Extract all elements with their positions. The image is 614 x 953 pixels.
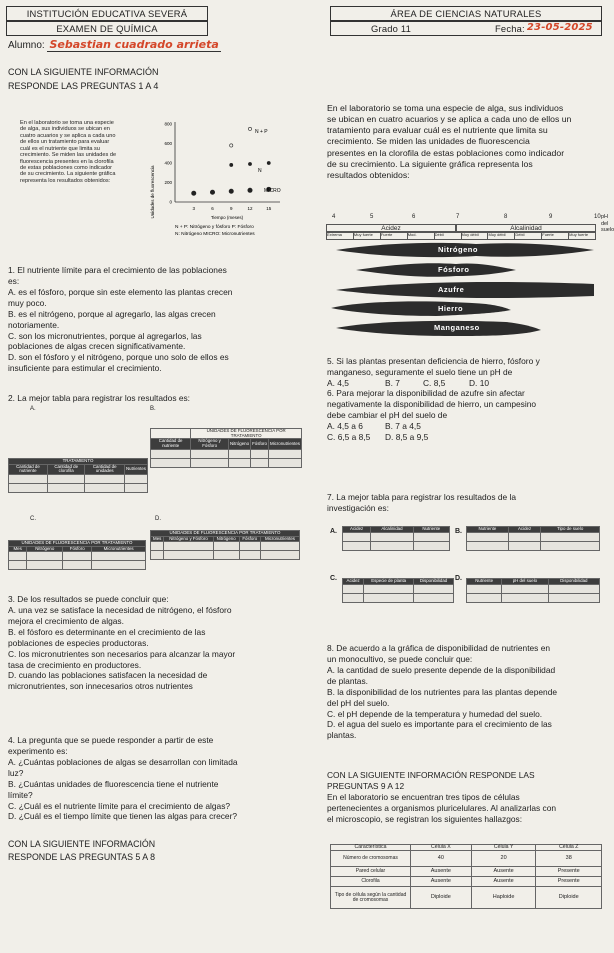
q7-table-d: Nutriente pH del suelo Disponibilidad [466, 578, 600, 603]
q2-table-a: TRATAMIENTO Cantidad de nutriente Cantidad de clorofila Cantidad de unidades Nutrientes [8, 458, 148, 493]
series-label-np: N + P [255, 129, 268, 135]
y-axis-label: Unidades de fluorescencia [150, 165, 155, 219]
question-3: 3. De los resultados se puede concluir que: A. una vez se satisface la necesidad de nitrógeno, el fósforo mejora el crecimiento de algas. B. el fósforo es determinante en el crecimiento de las poblaciones de especies productoras. C. los micronutrientes son necesarios para alcanzar la mayor tasa de crecimiento en productores. D. cuando las poblaciones satisfacen la necesidad de micronutrientes, son innecesarios otros nutrientes [8, 594, 236, 692]
x-tick-label: 12 [247, 206, 253, 211]
section3-title: CON LA SIGUIENTE INFORMACIÓN RESPONDE LAS PREGUNTAS 5 A 8 [8, 839, 156, 863]
data-point-micro [210, 190, 214, 194]
y-tick-label: 400 [164, 160, 172, 166]
series-label-n: N [258, 168, 262, 174]
intro-right: En el laboratorio se toma una especie de alga, sus individuos se ubican en cuatro acuarios y se aplica a cada uno de ellos un tratamiento para evaluar cuál es el nutriente que limita su crecimiento. Se miden las unidades de fluorescencia presentes en la clorofila de estas poblaciones como indicador de su crecimiento. La siguiente gráfica representa los resultados obtenidos: [327, 103, 572, 180]
section2: CON LA SIGUIENTE INFORMACIÓN RESPONDE LAS PREGUNTAS 9 A 12 En el laboratorio se encuentran tres tipos de células pertenecientes a organismos pluricelulares. Al analizarlas con el microscopio, se registran los siguientes hallazgos: [327, 770, 557, 824]
label-iron: Hierro [438, 304, 464, 313]
area-box [330, 6, 602, 21]
q7-table-b: Nutriente Acidez Tipo de suelo [466, 526, 600, 551]
bar-sulfur [336, 282, 594, 298]
x-axis-label: Tiempo (meses) [210, 215, 244, 220]
q2-letter-d: D. [155, 516, 161, 522]
data-point-np [248, 127, 251, 130]
data-point-micro [192, 191, 196, 195]
date-label: Fecha: [495, 22, 525, 34]
x-tick-label: 6 [211, 206, 214, 211]
label-nitrogen: Nitrógeno [438, 245, 478, 254]
ph-ranges: Extrema Muy fuerte Fuerte Mod. Débil Muy débil Muy débil Débil Fuerte Muy fuerte [326, 232, 596, 240]
school-name: INSTITUCIÓN EDUCATIVA SEVERÁ [26, 7, 188, 19]
data-point-n [248, 162, 251, 165]
y-tick-label: 600 [164, 141, 172, 146]
ph-ticks: 4 5 6 7 8 9 10 pH del suelo [332, 214, 614, 234]
data-point-n [230, 163, 233, 166]
label-sulfur: Azufre [438, 285, 465, 294]
q7-letter-c: C. [330, 575, 337, 582]
y-tick-label: 0 [169, 199, 172, 205]
bar-phosphorus [356, 263, 516, 277]
grade: Grado 11 [371, 22, 411, 34]
acid-header: Acidez [326, 224, 456, 232]
question-5: 5. Si las plantas presentan deficiencia de hierro, fósforo y manganeso, seguramente el suelo tiene un pH de A. 4,5 B. 7 C. 8,5 D. 10 [327, 356, 540, 388]
student-row [8, 38, 221, 52]
q7-letter-b: B. [455, 528, 462, 535]
date-value: 23-05-2025 [526, 22, 593, 34]
data-point-p [230, 144, 233, 147]
series-label-micro: MICRO [264, 188, 281, 194]
q2-letter-b: B. [150, 406, 156, 412]
school-box [6, 6, 208, 21]
legend-line1: N + P: Nitrógeno y fósforo P: Fósforo [175, 225, 254, 230]
x-tick-label: 15 [266, 206, 272, 211]
label-phosphorus: Fósforo [438, 265, 470, 274]
q2-letter-c: C. [30, 516, 36, 522]
grade-date-box [330, 21, 602, 36]
y-tick-label: 800 [164, 121, 172, 127]
question-2: 2. La mejor tabla para registrar los resultados es: [8, 393, 191, 403]
legend-line2: N: Nitrógeno MICRO: Micronutrientes [175, 232, 255, 237]
exam-title: EXAMEN DE QUÍMICA [56, 22, 158, 34]
question-8: 8. De acuerdo a la gráfica de disponibilidad de nutrientes en un monocultivo, se puede concluir que: A. la cantidad de suelo presente depende de la disponibilidad de plantas. B. la disponibilidad de los nutrientes para las plantas depende del pH del suelo. C. el pH depende de la temperatura y humedad del suelo. D. el agua del suelo es importante para el crecimiento de las plantas. [327, 643, 558, 741]
q7-letter-d: D. [455, 575, 462, 582]
question-7: 7. La mejor tabla para registrar los resultados de la investigación es: [327, 492, 517, 513]
question-4: 4. La pregunta que se puede responder a partir de este experimento es: A. ¿Cuántas poblaciones de algas se desarrollan con limitada luz? B. ¿Cuántas unidades de fluorescencia tiene el nutriente límite? C. ¿Cuál es el nutriente límite para el crecimiento de algas? D. ¿Cuál es el tiempo límite que tienen las algas para crecer? [8, 735, 238, 822]
area-name: ÁREA DE CIENCIAS NATURALES [390, 7, 542, 19]
alk-header: Alcalinidad [456, 224, 596, 232]
q7-letter-a: A. [330, 528, 337, 535]
q2-table-d: UNIDADES DE FLUORESCENCIA POR TRATAMIENTO Mes Nitrógeno y Fósforo Nitrógeno Fósforo Micronutrientes [150, 530, 300, 560]
fig1-caption: En el laboratorio se toma una especie de alga, sus individuos se ubican en cuatro acuarios y se aplica a cada uno de ellos un tratamiento para evaluar cuál es el nutriente que limita su crecimiento. Se miden las unidades de fluorescencia presentes en la clorofila de estas poblaciones como indicador de su crecimiento. La siguiente gráfica representa los resultados obtenidos: [20, 120, 117, 184]
x-tick-label: 9 [229, 206, 233, 211]
data-point-micro [229, 189, 233, 193]
student-name: Sebastian cuadrado arrieta [49, 38, 219, 51]
bar-iron [331, 301, 511, 316]
section1-title: CON LA SIGUIENTE INFORMACIÓN RESPONDE LAS PREGUNTAS 1 A 4 [8, 67, 159, 91]
ph-chart [326, 214, 612, 344]
q2-letter-a: A. [30, 406, 36, 412]
question-1: 1. El nutriente límite para el crecimiento de las poblaciones es: A. es el fósforo, porque sin este elemento las plantas crecen muy poco. B. es el nitrógeno, porque al agregarlo, las algas crecen notoriamente. C. son los micronutrientes, porque al agregarlos, las poblaciones de algas crecen significativamente. D. son el fósforo y el nitrógeno, porque uno solo de ellos es insuficiente para estimular el crecimiento. [8, 265, 233, 374]
cells-table: Característica Célula X Célula Y Célula Z Número de cromosomas 40 20 38 Pared celular Ausente Ausente Presente Clorofila Ausente Ausente Presente Tipo de célula según la cantidad de cromosomas Diploide Haploide Diploide [330, 844, 602, 909]
student-label: Alumno: [8, 40, 45, 51]
data-point-micro [248, 188, 252, 192]
x-tick-label: 3 [192, 206, 196, 211]
q7-table-c: Acidez Especie de planta Disponibilidad [342, 578, 454, 603]
y-tick-label: 200 [164, 180, 172, 185]
question-6: 6. Para mejorar la disponibilidad de azufre sin afectar negativamente la disponibilidad de hierro, un campesino debe cambiar el pH del suelo de A. 4,5 a 6 B. 7 a 4,5 C. 6,5 a 8,5 D. 8,5 a 9,5 [327, 388, 537, 442]
label-manganese: Manganeso [434, 323, 480, 332]
q7-table-a: Acidez Alcalinidad Nutriente [342, 526, 450, 551]
fluorescence-chart [145, 112, 315, 247]
q2-table-b: UNIDADES DE FLUORESCENCIA POR TRATAMIENTO Cantidad de nutriente Nitrógeno y Fósforo Nitrógeno Fósforo Micronutrientes [150, 428, 302, 468]
data-point-n [267, 161, 270, 164]
exam-box [6, 21, 208, 36]
q2-table-c: UNIDADES DE FLUORESCENCIA POR TRATAMIENTO Mes Nitrógeno Fósforo Micronutrientes [8, 540, 146, 570]
